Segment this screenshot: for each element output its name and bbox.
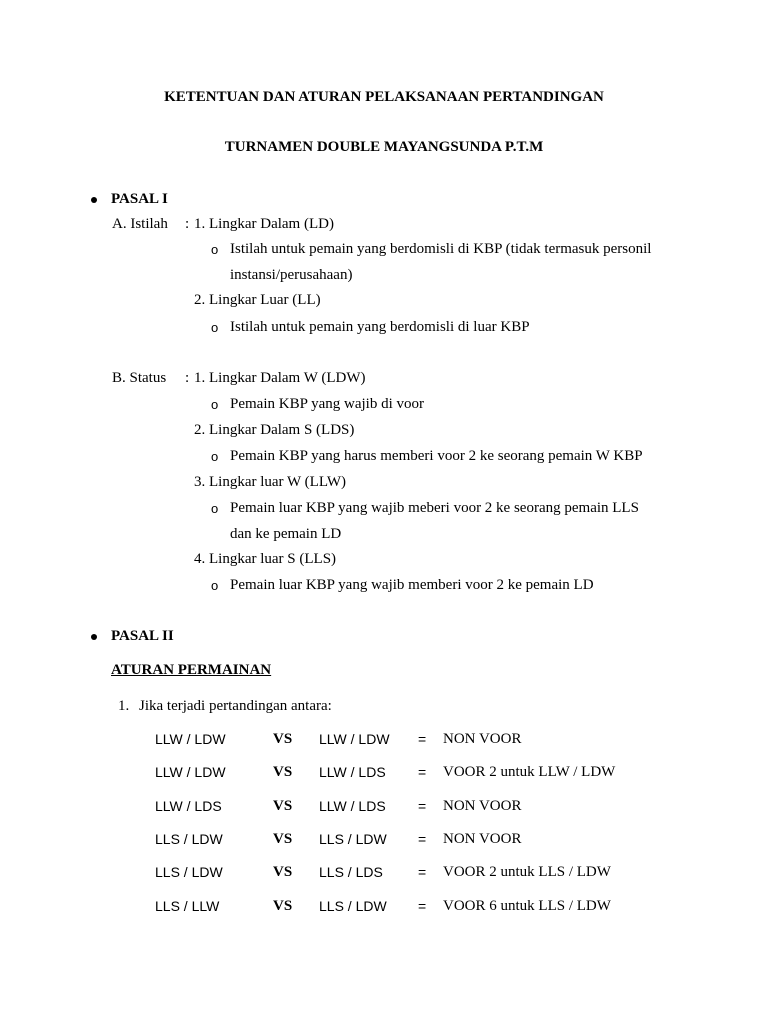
term-ll-label: 2. Lingkar Luar (LL) (194, 292, 321, 308)
match-left: LLW / LDW (155, 764, 226, 780)
section-b-label: B. Status (112, 370, 167, 386)
match-result: VOOR 2 untuk LLW / LDW (443, 764, 616, 780)
match-right: LLW / LDS (319, 764, 386, 780)
match-left: LLS / LDW (155, 864, 223, 880)
sub-bullet-marker: o (211, 449, 219, 464)
status-llw-definition-line2: dan ke pemain LD (230, 526, 342, 542)
term-ld-definition-line2: instansi/perusahaan) (230, 267, 353, 283)
match-result: NON VOOR (443, 798, 522, 814)
match-left: LLS / LLW (155, 898, 220, 914)
vs-label: VS (273, 764, 293, 780)
sub-bullet-marker: o (211, 501, 219, 516)
document-subtitle: TURNAMEN DOUBLE MAYANGSUNDA P.T.M (224, 139, 544, 155)
match-result: NON VOOR (443, 731, 522, 747)
pasal1-heading: PASAL I (111, 191, 168, 207)
equals-sign: = (418, 864, 427, 880)
bullet-icon (91, 634, 97, 640)
match-result: NON VOOR (443, 831, 522, 847)
status-ldw-definition: Pemain KBP yang wajib di voor (230, 396, 425, 412)
pasal2-subheading: ATURAN PERMAINAN (111, 662, 272, 678)
status-llw-label: 3. Lingkar luar W (LLW) (194, 474, 347, 490)
document-title: KETENTUAN DAN ATURAN PELAKSANAAN PERTANDINGAN (164, 89, 604, 105)
section-b-colon: : (185, 370, 190, 386)
item1-number: 1. (118, 698, 130, 714)
status-llw-definition-line1: Pemain luar KBP yang wajib meberi voor 2 ke seorang pemain LLS (230, 500, 639, 516)
equals-sign: = (418, 764, 427, 780)
bullet-icon (91, 197, 97, 203)
sub-bullet-marker: o (211, 242, 219, 257)
term-ll-definition: Istilah untuk pemain yang berdomisli di luar KBP (230, 319, 530, 335)
equals-sign: = (418, 898, 427, 914)
match-result: VOOR 2 untuk LLS / LDW (443, 864, 611, 880)
equals-sign: = (418, 731, 427, 747)
vs-label: VS (273, 864, 293, 880)
status-lds-definition: Pemain KBP yang harus memberi voor 2 ke seorang pemain W KBP (230, 448, 643, 464)
equals-sign: = (418, 798, 427, 814)
match-result: VOOR 6 untuk LLS / LDW (443, 898, 611, 914)
section-a-label: A. Istilah (112, 216, 168, 232)
vs-label: VS (273, 831, 293, 847)
status-lls-definition: Pemain luar KBP yang wajib memberi voor 2 ke pemain LD (230, 577, 594, 593)
match-left: LLW / LDS (155, 798, 222, 814)
section-a-colon: : (185, 216, 190, 232)
match-right: LLS / LDW (319, 831, 387, 847)
sub-bullet-marker: o (211, 320, 219, 335)
status-lls-label: 4. Lingkar luar S (LLS) (194, 551, 337, 567)
vs-label: VS (273, 898, 293, 914)
match-right: LLS / LDS (319, 864, 383, 880)
match-left: LLS / LDW (155, 831, 223, 847)
match-left: LLW / LDW (155, 731, 226, 747)
match-right: LLS / LDW (319, 898, 387, 914)
vs-label: VS (273, 798, 293, 814)
term-ld-label: 1. Lingkar Dalam (LD) (194, 216, 334, 232)
status-lds-label: 2. Lingkar Dalam S (LDS) (194, 422, 355, 438)
match-right: LLW / LDW (319, 731, 390, 747)
item1-text: Jika terjadi pertandingan antara: (139, 698, 332, 714)
equals-sign: = (418, 831, 427, 847)
status-ldw-label: 1. Lingkar Dalam W (LDW) (194, 370, 366, 386)
match-right: LLW / LDS (319, 798, 386, 814)
term-ld-definition-line1: Istilah untuk pemain yang berdomisli di KBP (tidak termasuk personil (230, 241, 652, 257)
vs-label: VS (273, 731, 293, 747)
sub-bullet-marker: o (211, 578, 219, 593)
sub-bullet-marker: o (211, 397, 219, 412)
pasal2-heading: PASAL II (111, 628, 174, 644)
